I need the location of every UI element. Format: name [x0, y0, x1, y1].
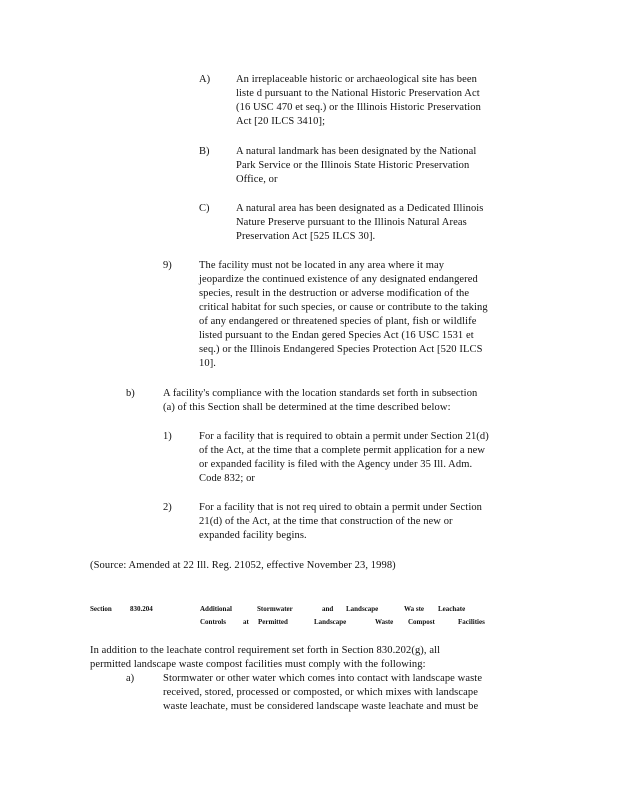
subitem-a-line-2: liste d pursuant to the National Historic Preservation Act	[236, 88, 480, 99]
item-b1-line-4: Code 832; or	[199, 473, 256, 484]
section-number: 830.204	[130, 605, 153, 613]
item-a-line-2: received, stored, processed or composted, or which mixes with landscape	[163, 687, 479, 698]
item-a-marker: a)	[126, 673, 135, 684]
item-b-line-1: A facility's compliance with the location standards set forth in subsection	[163, 388, 478, 399]
heading-word: and	[322, 605, 334, 613]
item-b-line-2: (a) of this Section shall be determined at the time described below:	[163, 402, 451, 413]
subitem-b-line-2: Park Service or the Illinois State Historic Preservation	[236, 160, 470, 171]
item-b1-line-3: or expanded facility is filed with the Agency under 35 Ill. Adm.	[199, 459, 473, 470]
subitem-a-line-1: An irreplaceable historic or archaeological site has been	[236, 74, 477, 85]
item-b2-line-2: 21(d) of the Act, at the time that construction of the new or	[199, 516, 453, 527]
item-9-line-8: 10].	[199, 358, 217, 369]
item-9-line-5: of any endangered or threatened species of plant, fish or wildlife	[199, 316, 477, 327]
item-b-marker: b)	[126, 388, 135, 399]
item-b1-line-2: of the Act, at the time that a complete permit application for a new	[199, 445, 486, 456]
subitem-c-line-1: A natural area has been designated as a Dedicated Illinois	[236, 203, 484, 214]
heading-word: Permitted	[258, 618, 288, 626]
subitem-c-line-2: Nature Preserve pursuant to the Illinois Natural Areas	[236, 217, 467, 228]
item-a-line-3: waste leachate, must be considered landscape waste leachate and must be	[163, 701, 479, 712]
intro-line-1: In addition to the leachate control requirement set forth in Section 830.202(g), all	[90, 645, 441, 656]
subitem-b-line-1: A natural landmark has been designated by the National	[236, 146, 477, 157]
heading-word: Additional	[200, 605, 232, 613]
subitem-a-line-4: Act [20 ILCS 3410];	[236, 116, 326, 127]
subitem-b-marker: B)	[199, 146, 210, 157]
heading-word: Landscape	[314, 618, 347, 626]
subitem-a-line-3: (16 USC 470 et seq.) or the Illinois Historic Preservation	[236, 102, 481, 113]
heading-word: at	[243, 618, 249, 626]
heading-word: Waste	[375, 618, 394, 626]
item-9-line-3: species, result in the destruction or adverse modification of the	[199, 288, 470, 299]
heading-word: Controls	[200, 618, 226, 626]
item-9-line-2: jeopardize the continued existence of any designated endangered	[199, 274, 478, 285]
item-a-line-1: Stormwater or other water which comes into contact with landscape waste	[163, 673, 483, 684]
subitem-a-marker: A)	[199, 74, 211, 85]
heading-word: Landscape	[346, 605, 379, 613]
item-b2-marker: 2)	[163, 502, 172, 513]
item-9-line-7: seq.) or the Illinois Endangered Species Protection Act [520 ILCS	[199, 344, 483, 355]
item-9-line-4: critical habitat for such species, or cause or contribute to the taking	[199, 302, 488, 313]
heading-word: Stormwater	[257, 605, 293, 613]
source-note: (Source: Amended at 22 Ill. Reg. 21052, effective November 23, 1998)	[90, 560, 396, 571]
item-b1-marker: 1)	[163, 431, 172, 442]
subitem-b-line-3: Office, or	[236, 174, 278, 185]
item-b2-line-1: For a facility that is not req uired to obtain a permit under Section	[199, 502, 483, 513]
heading-word: Wa ste	[404, 605, 425, 613]
intro-line-2: permitted landscape waste compost facilities must comply with the following:	[90, 659, 426, 670]
item-9-marker: 9)	[163, 260, 172, 271]
item-b2-line-3: expanded facility begins.	[199, 530, 307, 541]
item-b1-line-1: For a facility that is required to obtain a permit under Section 21(d)	[199, 431, 489, 442]
heading-word: Facilities	[458, 618, 485, 626]
heading-word: Leachate	[438, 605, 466, 613]
item-9-line-1: The facility must not be located in any area where it may	[199, 260, 445, 271]
section-label: Section	[90, 605, 112, 613]
heading-word: Compost	[408, 618, 435, 626]
item-9-line-6: listed pursuant to the Endan gered Species Act (16 USC 1531 et	[199, 330, 474, 341]
subitem-c-marker: C)	[199, 203, 210, 214]
subitem-c-line-3: Preservation Act [525 ILCS 30].	[236, 231, 376, 242]
